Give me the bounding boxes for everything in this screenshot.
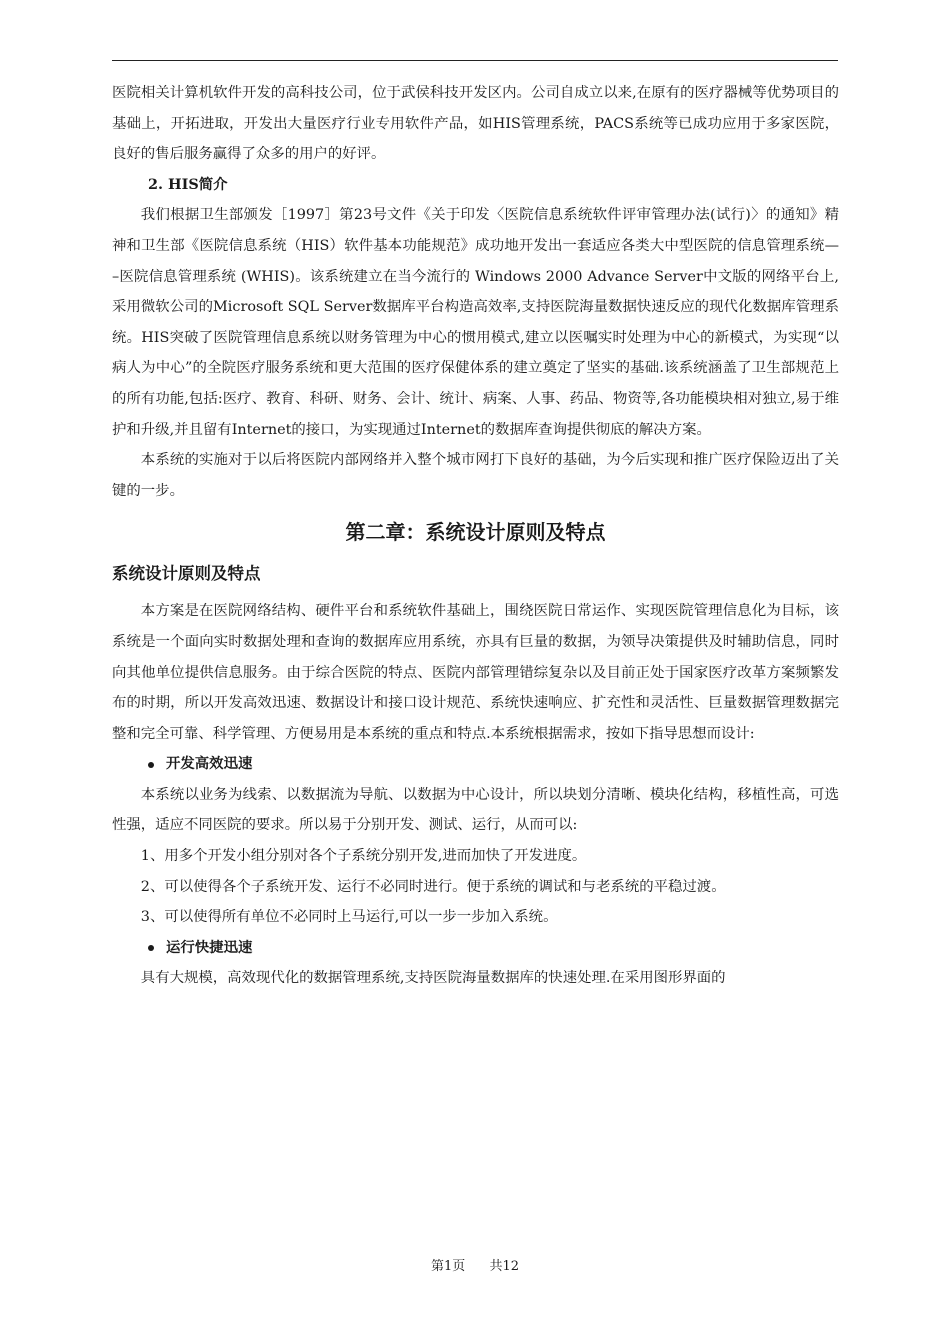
bullet-icon (148, 762, 154, 768)
document-body (112, 78, 839, 994)
design-paragraph: 本方案是在医院网络结构、硬件平台和系统软件基础上，围绕医院日常运作、实现医院管理信息化为目标，该系统是一个面向实时数据处理和查询的数据库应用系统，亦具有巨量的数据，为领导决策提供及时辅助信息，同时向其他单位提供信息服务。由于综合医院的特点、医院内部管理错综复杂以及目前正处于国家医疗改革方案频繁发布的时期，所以开发高效迅速、数据设计和接口设计规范、系统快速响应、扩充性和灵活性、巨量数据管理数据完整和完全可靠、科学管理、方便易用是本系统的重点和特点.本系统根据需求，按如下指导思想而设计: (112, 603, 839, 742)
bullet-develop-label: 开发高效迅速 (166, 755, 253, 773)
bullet-run (112, 933, 839, 964)
run-paragraph: 具有大规模，高效现代化的数据管理系统,支持医院海量数据库的快速处理.在采用图形界面的 (140, 970, 726, 987)
header-rule (112, 60, 838, 61)
list-item-1: 1、用多个开发小组分别对各个子系统分别开发,进而加快了开发进度。 (140, 848, 587, 865)
section-title: 系统设计原则及特点 (112, 564, 261, 584)
company-paragraph: 医院相关计算机软件开发的高科技公司，位于武侯科技开发区内。公司自成立以来,在原有的医疗器械等优势项目的基础上，开拓进取，开发出大量医疗行业专用软件产品，如HIS管理系统，PACS系统等已成功应用于多家医院，良好的售后服务赢得了众多的用户的好评。 (112, 85, 839, 163)
list-item-3: 3、可以使得所有单位不必同时上马运行,可以一步一步加入系统。 (140, 909, 558, 926)
page-number: 第1页 (431, 1259, 466, 1274)
page-footer (0, 1255, 950, 1274)
list-item-2: 2、可以使得各个子系统开发、运行不必同时进行。便于系统的调试和与老系统的平稳过渡。 (140, 878, 726, 895)
his-paragraph: 我们根据卫生部颁发［1997］第23号文件《关于印发〈医院信息系统软件评审管理办法(试行)〉的通知》精神和卫生部《医院信息系统（HIS）软件基本功能规范》成功地开发出一套适应各类大中型医院的信息管理系统— –医院信息管理系统 (WHIS)。该系统建立在当今流行的 Windows 2000 Advance Server中文版的网络平台上,采用微软公司的Microsoft SQL Server数据库平台构造高效率,支持医院海量数据快速反应的现代化数据库管理系统。HIS突破了医院管理信息系统以财务管理为中心的惯用模式,建立以医嘱实时处理为中心的新模式，为实现“以病人为中心”的全院医疗服务系统和更大范围的医疗保健体系的建立奠定了坚实的基础.该系统涵盖了卫生部规范上的所有功能,包括:医疗、教育、科研、财务、会计、统计、病案、人事、药品、物资等,各功能模块相对独立,易于维护和升级,并且留有Internet的接口，为实现通过Internet的数据库查询提供彻底的解决方案。 (112, 207, 839, 438)
chapter-title: 第二章：系统设计原则及特点 (345, 520, 606, 545)
bullet-icon (148, 945, 154, 951)
bullet-run-label: 运行快捷迅速 (166, 938, 253, 956)
implementation-paragraph: 本系统的实施对于以后将医院内部网络并入整个城市网打下良好的基础，为今后实现和推广医疗保险迈出了关键的一步。 (112, 452, 839, 499)
develop-paragraph: 本系统以业务为线索、以数据流为导航、以数据为中心设计，所以块划分清晰、模块化结构，移植性高，可选性强，适应不同医院的要求。所以易于分别开发、测试、运行，从而可以: (112, 786, 839, 834)
bullet-develop (112, 749, 839, 780)
page-total: 共12 (489, 1259, 519, 1274)
his-heading: 2. HIS简介 (148, 175, 228, 193)
